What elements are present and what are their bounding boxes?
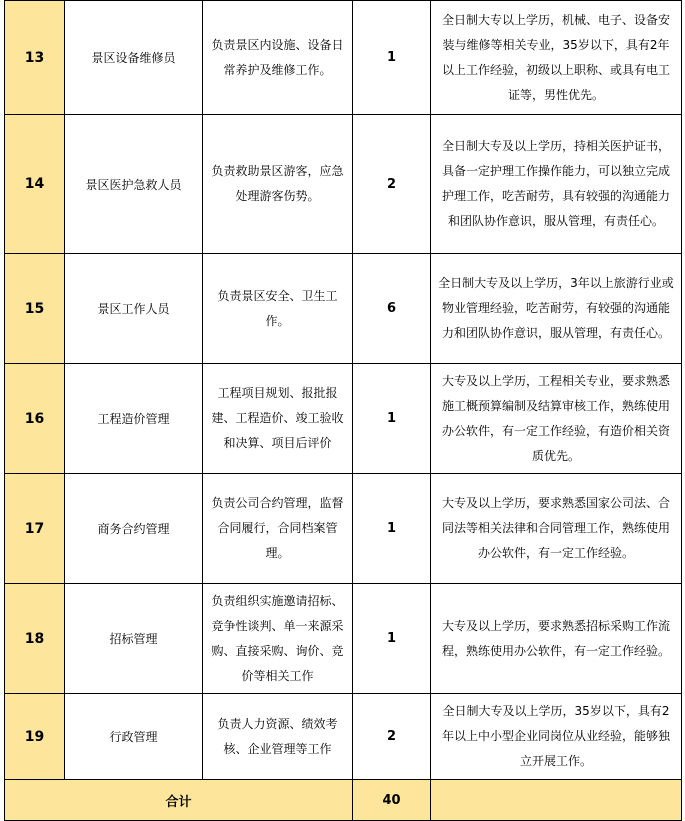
position-name: 行政管理 [65,694,203,780]
duty-text: 负责组织实施邀请招标、竞争性谈判、单一来源采购、直接采购、询价、竞价等相关工作 [211,593,344,683]
table-row [5,115,682,254]
position-duty [203,254,353,364]
duty-text: 负责景区内设施、设备日常养护及维修工作。 [211,37,344,77]
position-requirement [431,694,682,780]
position-name: 景区设备维修员 [65,1,203,115]
position-name: 商务合约管理 [65,474,203,584]
position-duty [203,364,353,474]
duty-text: 负责公司合约管理，监督合同履行，合同档案管理。 [211,496,344,560]
position-duty [203,584,353,694]
row-number: 16 [5,364,65,474]
duty-text: 负责人力资源、绩效考核、企业管理等工作 [217,716,338,756]
position-name: 景区医护急救人员 [65,115,203,254]
requirement-text: 全日制大专以上学历，机械、电子、设备安装与维修等相关专业，35岁以下，具有2年以上工作经验，初级以上职称、或具有电工证等，男性优先。 [441,12,670,102]
duty-text: 负责景区安全、卫生工作。 [217,288,338,328]
duty-text: 负责救助景区游客，应急处理游客伤势。 [211,164,344,203]
position-name: 景区工作人员 [65,254,203,364]
position-duty [203,474,353,584]
headcount: 1 [353,1,431,115]
position-requirement [431,1,682,115]
row-number: 18 [5,584,65,694]
requirement-text: 全日制大专及以上学历，3年以上旅游行业或物业管理经验，吃苦耐劳，有较强的沟通能力和团队协作意识，服从管理，有责任心。 [438,276,674,340]
total-row [5,780,682,821]
position-duty [203,115,353,254]
position-name: 招标管理 [65,584,203,694]
position-duty [203,694,353,780]
duty-text: 工程项目规划、报批报建、工程造价、竣工验收和决算、项目后评价 [211,386,344,450]
position-requirement [431,474,682,584]
headcount: 6 [353,254,431,364]
requirement-text: 全日制大专及以上学历，持相关医护证书，具备一定护理工作操作能力，可以独立完成护理工作，吃苦耐劳，具有较强的沟通能力和团队协作意识，服从管理，有责任心。 [441,139,670,228]
row-number: 17 [5,474,65,584]
table-row [5,474,682,584]
headcount: 2 [353,115,431,254]
position-requirement [431,584,682,694]
requirement-text: 大专及以上学历，要求熟悉招标采购工作流程，熟练使用办公软件，有一定工作经验。 [441,618,670,658]
position-requirement [431,115,682,254]
position-requirement [431,364,682,474]
table-row [5,254,682,364]
table-row [5,584,682,694]
total-empty-cell [431,780,682,821]
position-duty [203,1,353,115]
table-row [5,1,682,115]
headcount: 1 [353,364,431,474]
total-label: 合计 [5,780,353,821]
headcount: 1 [353,584,431,694]
position-requirement [431,254,682,364]
total-count: 40 [353,780,431,821]
row-number: 13 [5,1,65,115]
headcount: 2 [353,694,431,780]
position-name: 工程造价管理 [65,364,203,474]
requirement-text: 大专及以上学历，工程相关专业，要求熟悉施工概预算编制及结算审核工作，熟练使用办公软件，有一定工作经验，有造价相关资质优先。 [441,373,670,463]
row-number: 14 [5,115,65,254]
requirement-text: 全日制大专及以上学历，35岁以下，具有2年以上中小型企业同岗位从业经验，能够独立开展工作。 [441,704,670,768]
row-number: 19 [5,694,65,780]
job-table [4,0,682,821]
headcount: 1 [353,474,431,584]
table-row [5,364,682,474]
table-row [5,694,682,780]
requirement-text: 大专及以上学历，要求熟悉国家公司法、合同法等相关法律和合同管理工作，熟练使用办公软件，有一定工作经验。 [441,496,670,560]
row-number: 15 [5,254,65,364]
